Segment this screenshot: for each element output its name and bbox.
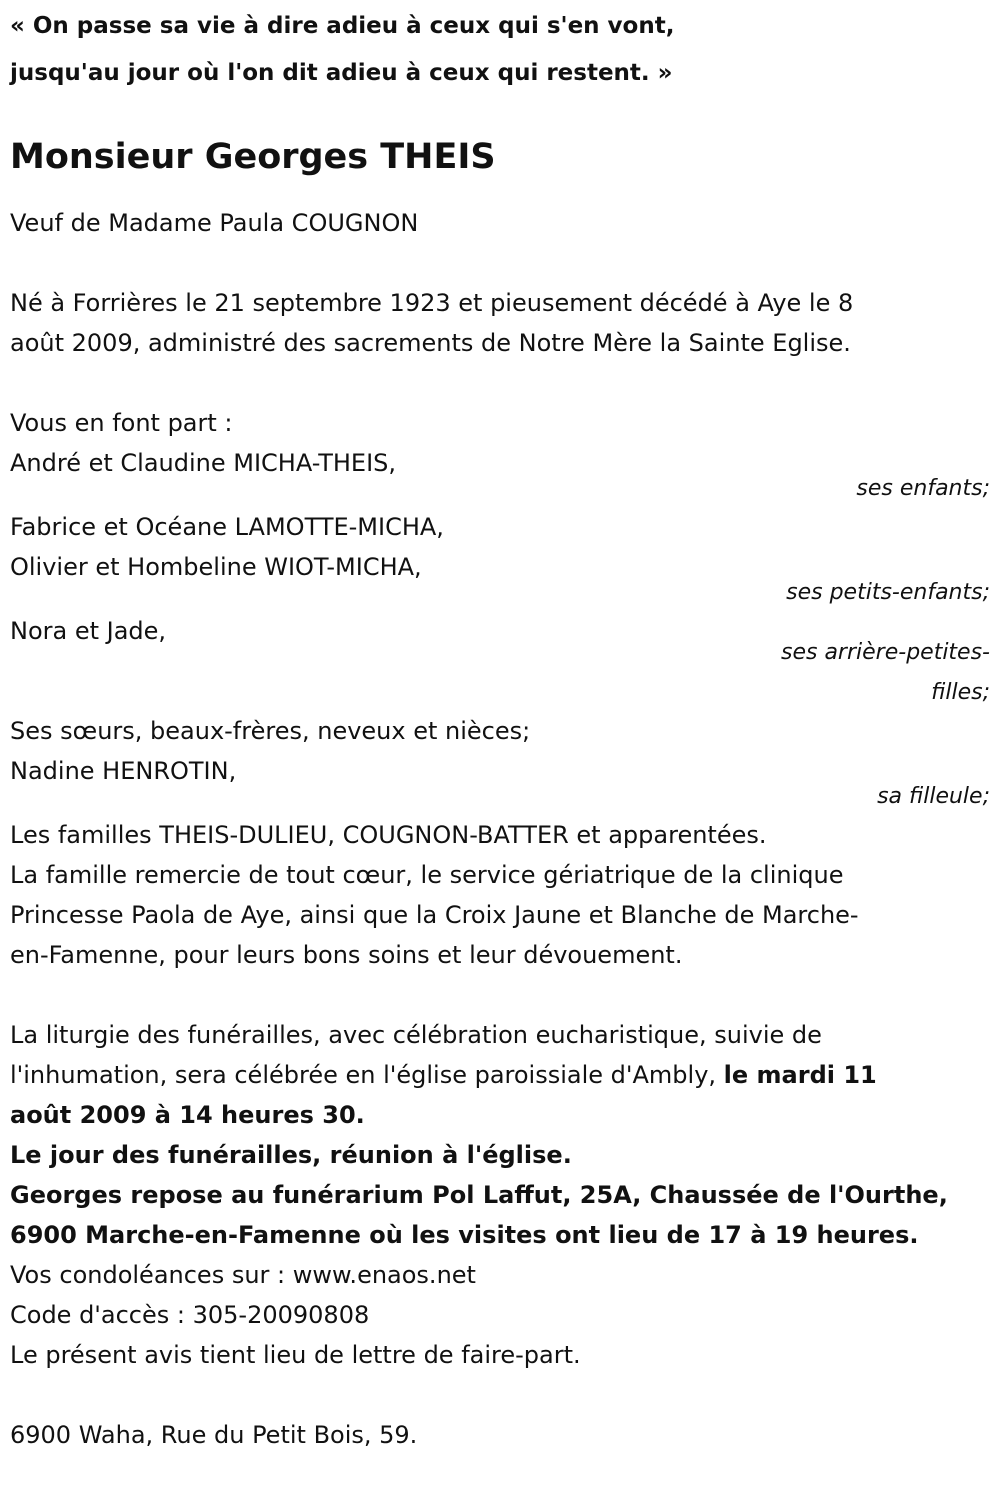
funeral-line-2 [10, 1055, 992, 1095]
widower-line: Veuf de Madame Paula COUGNON [10, 209, 419, 237]
funeral-date-part-2 [10, 1095, 992, 1135]
children-label: ses enfants; [856, 476, 990, 501]
rest-line-2 [10, 1215, 992, 1255]
thanks-line-3: en-Famenne, pour leurs bons soins et leur dévouement. [10, 941, 683, 969]
goddaughter-label: sa filleule; [877, 784, 990, 809]
great-grandchildren-names: Nora et Jade, [10, 617, 167, 645]
goddaughter-name: Nadine HENROTIN, [10, 757, 237, 785]
quote-line-1: « On passe sa vie à dire adieu à ceux qui s'en vont, [10, 13, 675, 39]
funeral-paragraph [10, 1015, 992, 1375]
gathering-text: Le jour des funérailles, réunion à l'église. [10, 1141, 572, 1169]
quote-line-2: jusqu'au jour où l'on dit adieu à ceux qui restent. » [10, 60, 673, 86]
great-grandchildren-label-line-1: ses arrière-petites- [781, 640, 990, 665]
birth-death-line-1: Né à Forrières le 21 septembre 1923 et pieusement décédé à Aye le 8 [10, 289, 854, 317]
thanks-line-1: La famille remercie de tout cœur, le service gériatrique de la clinique [10, 861, 844, 889]
families-line: Les familles THEIS-DULIEU, COUGNON-BATTER et apparentées. [10, 821, 767, 849]
thanks-line-2: Princesse Paola de Aye, ainsi que la Croix Jaune et Blanche de Marche- [10, 901, 859, 929]
family-intro: Vous en font part : [10, 409, 233, 437]
funeral-line-1: La liturgie des funérailles, avec célébration eucharistique, suivie de [10, 1021, 822, 1049]
condolences-line: Vos condoléances sur : www.enaos.net [10, 1261, 476, 1289]
access-code-line: Code d'accès : 305-20090808 [10, 1301, 370, 1329]
grandchildren-label: ses petits-enfants; [786, 580, 990, 605]
rest-text-2: 6900 Marche-en-Famenne où les visites ont lieu de 17 à 19 heures. [10, 1221, 919, 1249]
notice-line: Le présent avis tient lieu de lettre de faire-part. [10, 1341, 581, 1369]
siblings-line: Ses sœurs, beaux-frères, neveux et nièces; [10, 717, 531, 745]
obituary-notice [10, 0, 992, 1455]
thanks-paragraph [10, 855, 992, 975]
funeral-date-time: août 2009 à 14 heures 30. [10, 1101, 365, 1129]
birth-death-line-2: août 2009, administré des sacrements de Notre Mère la Sainte Eglise. [10, 329, 851, 357]
address-line: 6900 Waha, Rue du Petit Bois, 59. [10, 1421, 418, 1449]
family-section [10, 403, 992, 855]
rest-line-1 [10, 1175, 992, 1215]
funeral-date-part-1: le mardi 11 [723, 1061, 877, 1089]
children-names: André et Claudine MICHA-THEIS, [10, 449, 397, 477]
deceased-name: Monsieur Georges THEIS [10, 137, 496, 177]
grandchild-1: Fabrice et Océane LAMOTTE-MICHA, [10, 513, 444, 541]
grandchild-2: Olivier et Hombeline WIOT-MICHA, [10, 553, 422, 581]
rest-text-1: Georges repose au funérarium Pol Laffut, 25A, Chaussée de l'Ourthe, [10, 1181, 948, 1209]
birth-death-paragraph [10, 283, 992, 363]
opening-quote [10, 3, 992, 97]
funeral-line-2-text: l'inhumation, sera célébrée en l'église paroissiale d'Ambly, [10, 1061, 724, 1089]
gathering-line [10, 1135, 992, 1175]
great-grandchildren-label-line-2: filles; [931, 680, 990, 705]
